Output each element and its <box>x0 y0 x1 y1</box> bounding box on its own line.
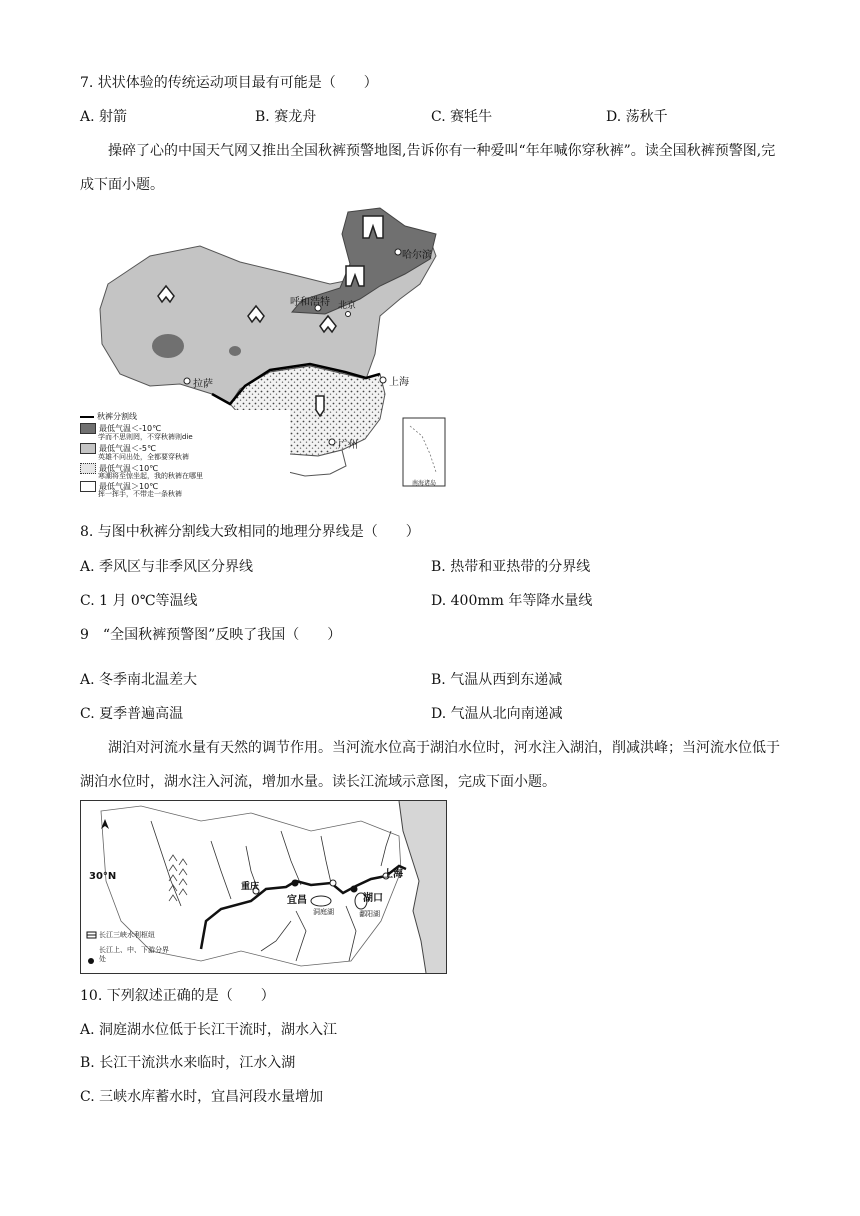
city-label-lhasa: 拉萨 <box>193 379 213 390</box>
city-label-yichang: 宜昌 <box>287 895 307 906</box>
q9-option-b[interactable]: B. 气温从西到东递减 <box>431 672 563 688</box>
q8-option-b[interactable]: B. 热带和亚热带的分界线 <box>431 559 591 575</box>
q10-option-a[interactable]: A. 洞庭湖水位低于长江干流时，湖水入江 <box>80 1022 338 1038</box>
legend-sub-4: 挥一挥手，不带走一条秋裤 <box>98 490 182 498</box>
city-label-shanghai-2: 上海 <box>383 869 403 880</box>
city-label-hukou: 湖口 <box>363 893 383 904</box>
legend-sub-3: 寒潮将至惊坐起，我的秋裤在哪里 <box>98 472 203 480</box>
q9-option-d[interactable]: D. 气温从北向南递减 <box>431 706 563 722</box>
legend-item-below-10: 最低气温＜10℃ <box>80 463 158 474</box>
legend-item-above-10: 最低气温＞10℃ <box>80 481 158 492</box>
legend-item-divide-line: 秋裤分割线 <box>80 412 137 421</box>
q9-option-c[interactable]: C. 夏季普遍高温 <box>80 706 184 722</box>
legend-sub-2: 英雄不问出处，全都要穿秋裤 <box>98 453 189 461</box>
latitude-label: 30°N <box>89 871 117 882</box>
city-label-hohhot: 呼和浩特 <box>290 297 330 308</box>
q7-option-c[interactable]: C. 赛牦牛 <box>431 109 493 125</box>
intro-paragraph-1: 操碎了心的中国天气网又推出全国秋裤预警地图,告诉你有一种爱叫“年年喊你穿秋裤”。读全国秋裤预警图,完成下面小题。 <box>80 143 776 193</box>
city-label-chongqing: 重庆 <box>241 882 260 892</box>
city-label-beijing: 北京 <box>338 301 357 311</box>
q7-option-a[interactable]: A. 射箭 <box>80 109 128 125</box>
legend-three-gorges: 长江三峡水利枢纽 <box>99 931 155 939</box>
autumn-trousers-warning-map <box>80 204 450 498</box>
q8-option-a[interactable]: A. 季风区与非季风区分界线 <box>80 559 254 575</box>
q10-stem: 10. 下列叙述正确的是（ ） <box>80 988 275 1004</box>
intro-paragraph-2: 湖泊对河流水量有天然的调节作用。当河流水位高于湖泊水位时，河水注入湖泊，削减洪峰；当河流水位低于湖泊水位时，湖水注入河流，增加水量。读长江流域示意图，完成下面小题。 <box>80 740 780 790</box>
city-label-harbin: 哈尔滨 <box>402 250 432 261</box>
q8-option-d[interactable]: D. 400mm 年等降水量线 <box>431 593 593 609</box>
legend-item-below-minus5: 最低气温＜-5℃ <box>80 443 156 454</box>
q9-option-a[interactable]: A. 冬季南北温差大 <box>80 672 198 688</box>
q7-option-b[interactable]: B. 赛龙舟 <box>255 109 317 125</box>
legend-reach-division: 长江上、中、下游分界处 <box>99 946 169 963</box>
yangtze-basin-map <box>80 800 447 974</box>
lake-label-dongting: 洞庭湖 <box>313 908 334 916</box>
q7-stem: 7. 状状体验的传统运动项目最有可能是（ ） <box>80 75 378 91</box>
city-label-shanghai: 上海 <box>389 377 409 388</box>
q7-option-d[interactable]: D. 荡秋千 <box>606 109 668 125</box>
legend-item-below-minus10: 最低气温＜-10℃ <box>80 423 161 434</box>
inset-label: 南海诸岛 <box>412 480 437 487</box>
city-label-guangzhou: 广州 <box>338 440 358 451</box>
map-legend <box>80 410 290 498</box>
q9-stem: 9 “全国秋裤预警图”反映了我国（ ） <box>80 627 342 643</box>
q10-option-b[interactable]: B. 长江干流洪水来临时，江水入湖 <box>80 1055 296 1071</box>
q8-stem: 8. 与图中秋裤分割线大致相同的地理分界线是（ ） <box>80 524 420 540</box>
lake-label-poyang: 鄱阳湖 <box>359 910 380 918</box>
legend-sub-1: 学而不思则罔，不穿秋裤则die <box>98 433 193 441</box>
q10-option-c[interactable]: C. 三峡水库蓄水时，宜昌河段水量增加 <box>80 1089 324 1105</box>
q8-option-c[interactable]: C. 1 月 0℃等温线 <box>80 593 198 609</box>
